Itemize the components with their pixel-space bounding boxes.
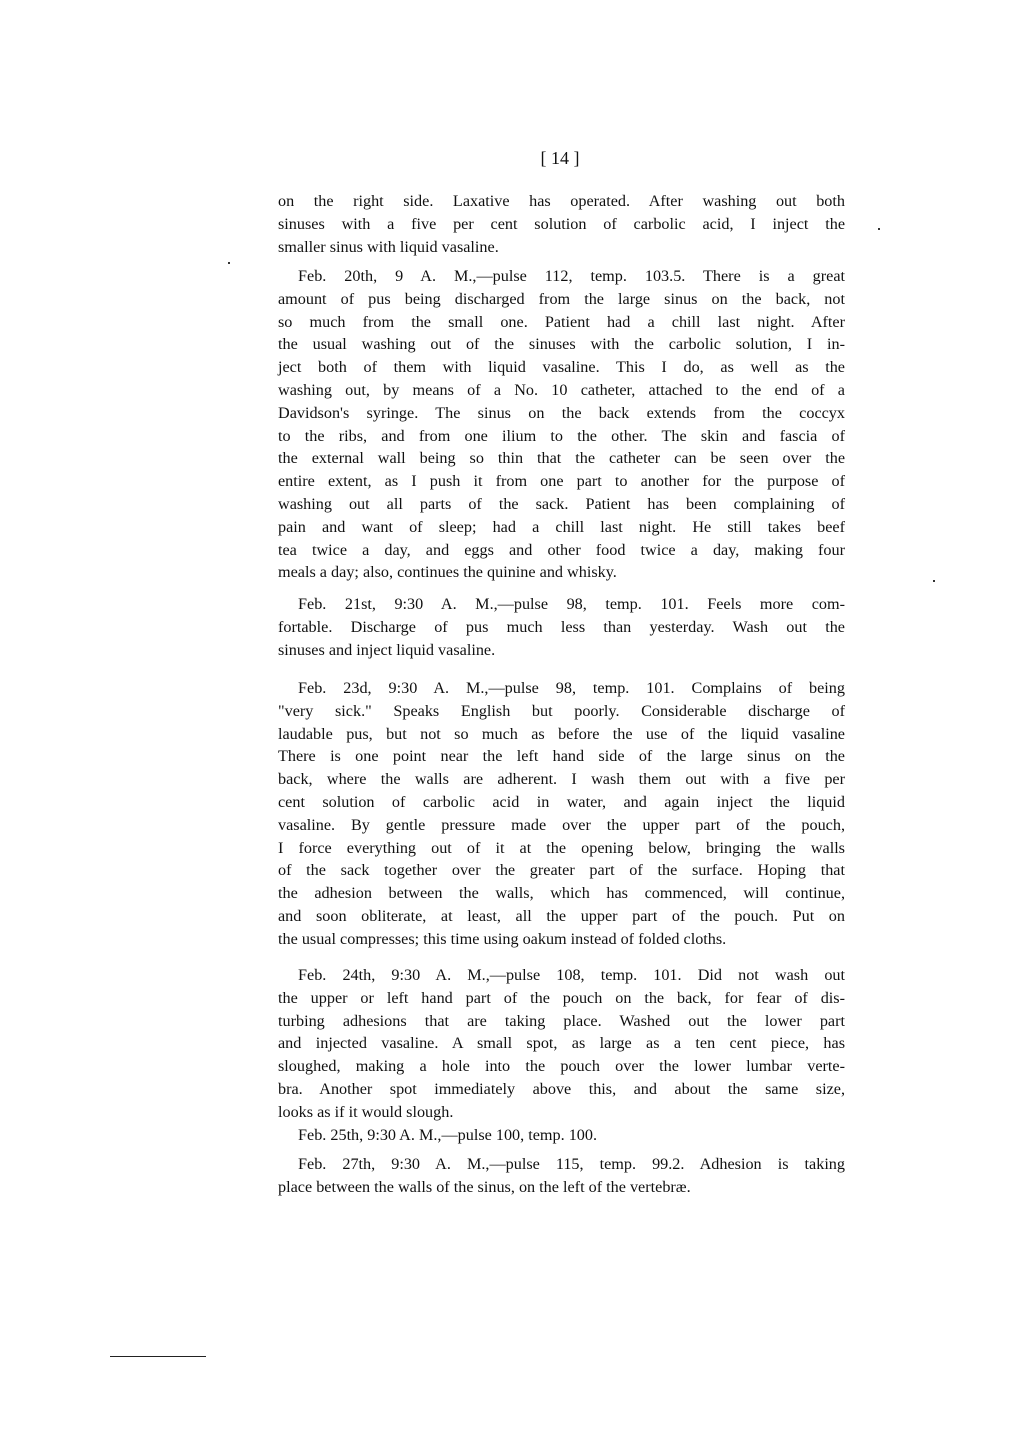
text-line: I force everything out of it at the opening below, bringing the walls xyxy=(278,838,845,857)
text-line: so much from the small one. Patient had a chill last night. After xyxy=(278,312,845,331)
text-line: the external wall being so thin that the catheter can be seen over the xyxy=(278,449,845,468)
text-line: amount of pus being discharged from the large sinus on the back, not xyxy=(278,289,845,308)
text-line: smaller sinus with liquid vasaline. xyxy=(278,237,499,256)
text-line: ject both of them with liquid vasaline. This I do, as well as the xyxy=(278,358,845,377)
page-number: [ 14 ] xyxy=(540,148,580,168)
paragraph xyxy=(278,964,845,1124)
text-line: meals a day; also, continues the quinine and whisky. xyxy=(278,563,617,582)
text-line: the adhesion between the walls, which has commenced, will continue, xyxy=(278,884,845,903)
text-line: to the ribs, and from one ilium to the other. The skin and fascia of xyxy=(278,426,845,445)
text-line: "very sick." Speaks English but poorly. Considerable discharge of xyxy=(278,701,845,720)
paragraph xyxy=(278,1124,845,1147)
scan-speck xyxy=(228,262,230,264)
text-line: looks as if it would slough. xyxy=(278,1102,454,1121)
text-line: and soon obliterate, at least, all the upper part of the pouch. Put on xyxy=(278,906,845,925)
text-line: bra. Another spot immediately above this, and about the same size, xyxy=(278,1079,845,1098)
text-line: of the sack together over the greater part of the surface. Hoping that xyxy=(278,861,845,880)
text-line: Feb. 27th, 9:30 A. M.,—pulse 115, temp. 99.2. Adhesion is taking xyxy=(298,1155,845,1173)
scan-speck xyxy=(878,228,880,230)
text-line: washing out all parts of the sack. Patient has been complaining of xyxy=(278,494,845,513)
paragraph xyxy=(278,265,845,584)
text-line: sinuses and inject liquid vasaline. xyxy=(278,640,496,659)
text-line: laudable pus, but not so much as before the use of the liquid vasaline xyxy=(278,724,845,743)
text-line: sloughed, making a hole into the pouch over the lower lumbar verte- xyxy=(278,1057,845,1076)
text-line: cent solution of carbolic acid in water, and again inject the liquid xyxy=(278,792,845,811)
text-line: back, where the walls are adherent. I wash them out with a five per xyxy=(278,770,845,789)
scan-speck xyxy=(933,580,935,582)
text-line: on the right side. Laxative has operated. After washing out both xyxy=(278,192,845,210)
text-line: entire extent, as I push it from one part to another for the purpose of xyxy=(278,472,845,491)
text-line: sinuses with a five per cent solution of carbolic acid, I inject the xyxy=(278,214,845,233)
text-line: Feb. 24th, 9:30 A. M.,—pulse 108, temp. 101. Did not wash out xyxy=(298,966,845,984)
text-line: pain and want of sleep; had a chill last night. He still takes beef xyxy=(278,517,845,536)
text-line: Feb. 20th, 9 A. M.,—pulse 112, temp. 103.5. There is a great xyxy=(298,267,845,285)
text-line: place between the walls of the sinus, on the left of the vertebræ. xyxy=(278,1177,691,1196)
text-line: and injected vasaline. A small spot, as large as a ten cent piece, has xyxy=(278,1034,845,1053)
text-line: washing out, by means of a No. 10 catheter, attached to the end of a xyxy=(278,380,845,399)
text-line: Feb. 21st, 9:30 A. M.,—pulse 98, temp. 101. Feels more com- xyxy=(298,595,845,613)
text-line: fortable. Discharge of pus much less than yesterday. Wash out the xyxy=(278,617,845,636)
text-line: tea twice a day, and eggs and other food twice a day, making four xyxy=(278,540,845,559)
paragraph xyxy=(278,677,845,951)
paragraph xyxy=(278,593,845,661)
text-line: Davidson's syringe. The sinus on the back extends from the coccyx xyxy=(278,403,845,422)
text-line: the usual compresses; this time using oakum instead of folded cloths. xyxy=(278,929,727,948)
text-line: the upper or left hand part of the pouch on the back, for fear of dis- xyxy=(278,988,845,1007)
text-line: Feb. 25th, 9:30 A. M.,—pulse 100, temp. 100. xyxy=(298,1126,598,1144)
paragraph xyxy=(278,1153,845,1199)
text-line: the usual washing out of the sinuses with the carbolic solution, I in- xyxy=(278,335,845,354)
text-line: Feb. 23d, 9:30 A. M.,—pulse 98, temp. 101. Complains of being xyxy=(298,679,845,697)
footnote-rule xyxy=(110,1356,206,1357)
paragraph xyxy=(278,190,845,258)
text-line: vasaline. By gentle pressure made over the upper part of the pouch, xyxy=(278,815,845,834)
text-line: turbing adhesions that are taking place. Washed out the lower part xyxy=(278,1011,845,1030)
text-line: There is one point near the left hand side of the large sinus on the xyxy=(278,747,845,766)
